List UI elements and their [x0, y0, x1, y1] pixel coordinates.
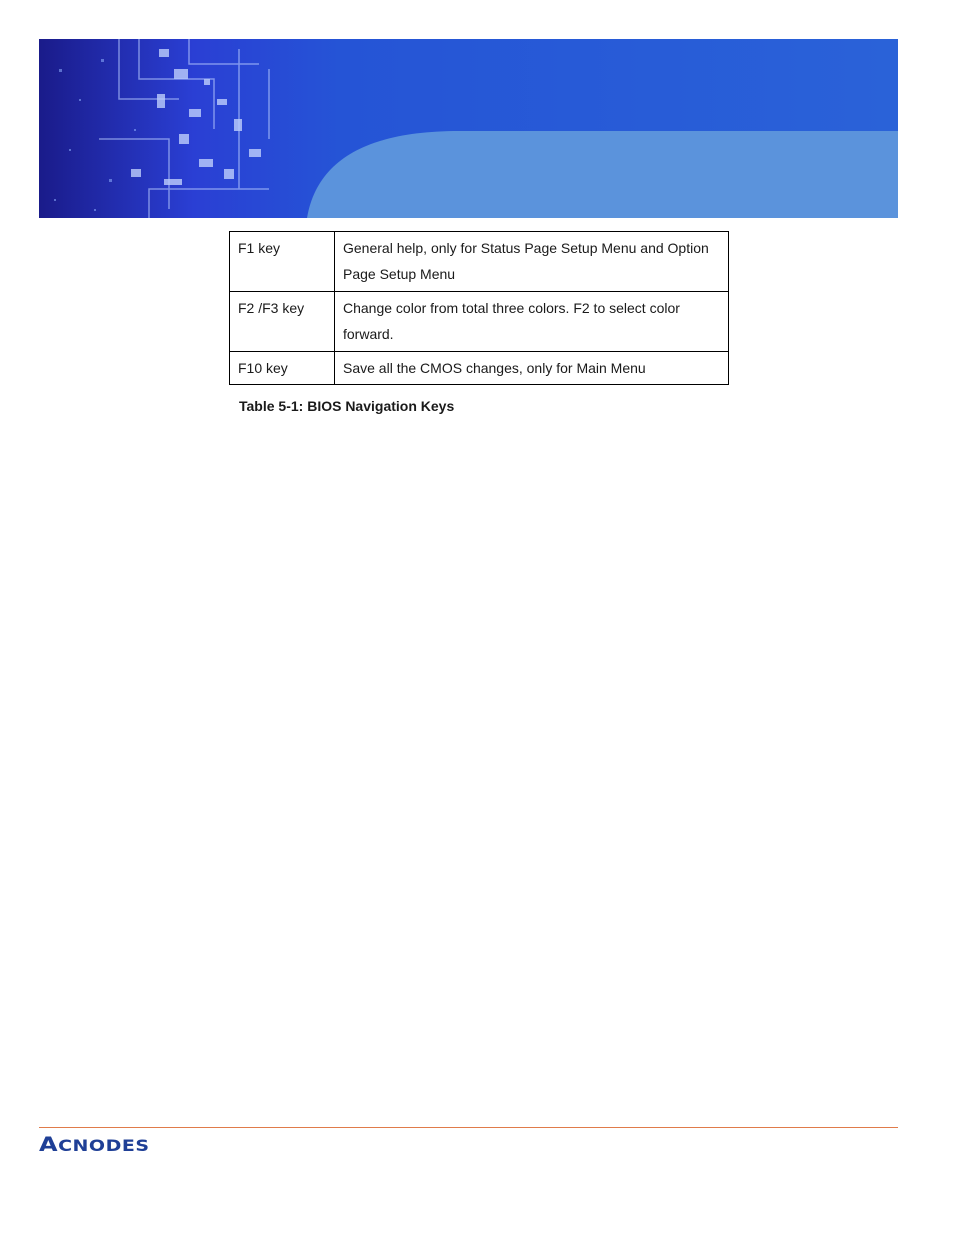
footer-divider [39, 1127, 898, 1128]
acnodes-logo [39, 1133, 150, 1156]
header-banner [39, 39, 898, 218]
key-cell: F1 key [230, 232, 335, 292]
table-row [230, 292, 729, 352]
table-row [230, 232, 729, 292]
key-cell: F2 /F3 key [230, 292, 335, 352]
table-caption: Table 5-1: BIOS Navigation Keys [239, 398, 455, 414]
description-cell: General help, only for Status Page Setup Menu and Option Page Setup Menu [335, 232, 729, 292]
key-cell: F10 key [230, 352, 335, 385]
table-row [230, 352, 729, 385]
description-cell: Save all the CMOS changes, only for Main Menu [335, 352, 729, 385]
logo-initial: A [39, 1133, 59, 1156]
description-cell: Change color from total three colors. F2 to select color forward. [335, 292, 729, 352]
logo-rest: CNODES [58, 1137, 150, 1156]
bios-navigation-keys-table [229, 231, 729, 385]
circuit-board-banner-image [39, 39, 898, 218]
